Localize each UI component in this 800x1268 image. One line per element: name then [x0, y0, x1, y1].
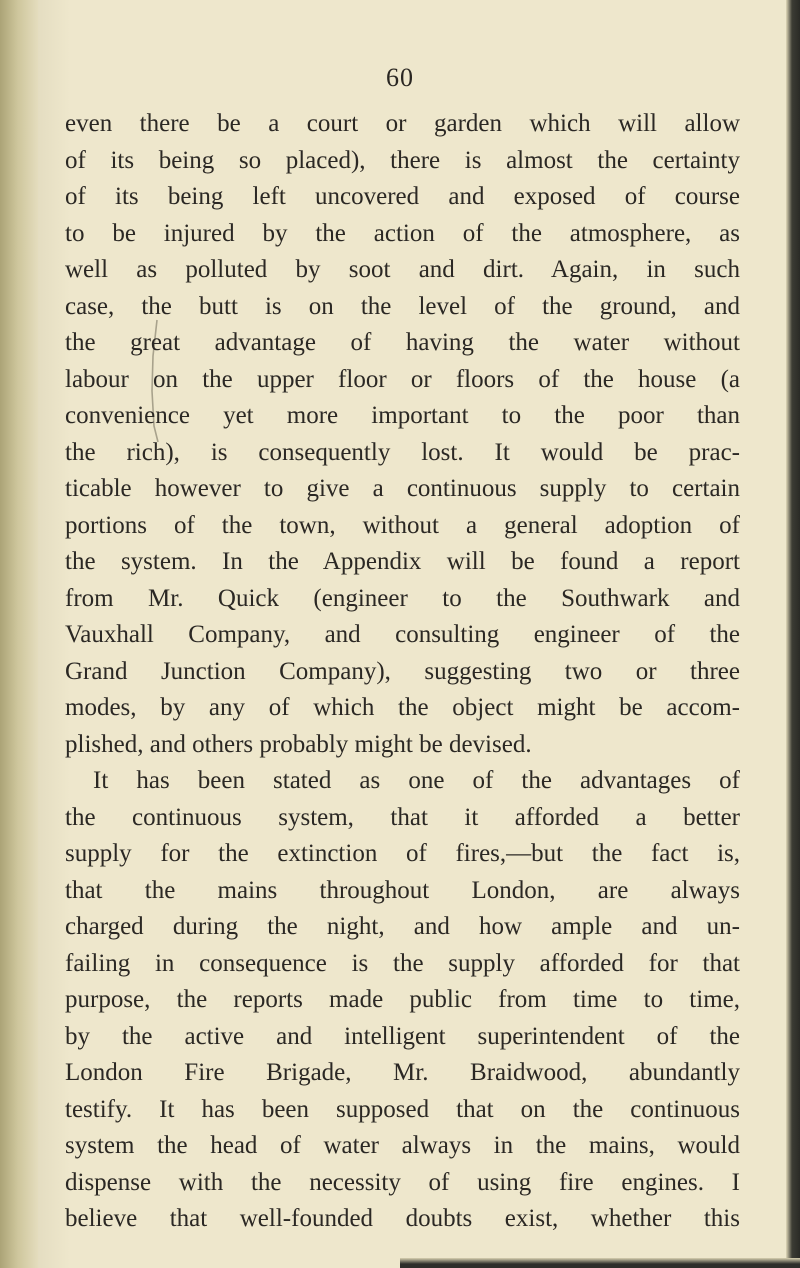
text-line: ticable however to give a continuous supply to certain	[65, 475, 740, 502]
text-line: system the head of water always in the mains, would	[65, 1132, 740, 1159]
text-line: dispense with the necessity of using fire engines. I	[65, 1168, 740, 1196]
text-line: It has been stated as one of the advantages of	[93, 767, 740, 794]
page-number: 60	[386, 63, 414, 92]
text-line: the continuous system, that it afforded a better	[65, 803, 740, 831]
text-line: testify. It has been supposed that on the continuous	[65, 1095, 740, 1123]
text-line: plished, and others probably might be devised.	[65, 730, 532, 758]
text-line: charged during the night, and how ample and un-	[65, 913, 740, 940]
page-edge-right	[786, 0, 800, 1268]
text-line: supply for the extinction of fires,—but the fact is,	[65, 840, 740, 867]
text-line: of its being left uncovered and exposed of course	[65, 183, 740, 210]
text-line: failing in consequence is the supply afforded for that	[65, 949, 740, 977]
text-line: Grand Junction Company), suggesting two or three	[65, 657, 740, 685]
text-line: Vauxhall Company, and consulting engineer of the	[65, 621, 740, 648]
text-line: believe that well-founded doubts exist, whether this	[65, 1205, 740, 1232]
text-line: labour on the upper floor or floors of the house (a	[65, 365, 740, 393]
text-line: the system. In the Appendix will be found a report	[65, 548, 740, 575]
body-text	[65, 106, 740, 1238]
text-line: of its being so placed), there is almost the certainty	[65, 146, 740, 174]
text-line: the great advantage of having the water without	[65, 329, 740, 356]
page-gutter-shadow	[0, 0, 38, 1268]
page-edge-bottom	[400, 1258, 800, 1268]
text-line: convenience yet more important to the poor than	[65, 402, 740, 429]
text-line: purpose, the reports made public from time to time,	[65, 986, 740, 1013]
text-line: even there be a court or garden which will allow	[65, 110, 740, 137]
text-line: to be injured by the action of the atmosphere, as	[65, 219, 740, 247]
text-line: case, the butt is on the level of the ground, and	[65, 292, 740, 320]
text-line: the rich), is consequently lost. It would be prac-	[65, 438, 740, 466]
text-line: portions of the town, without a general adoption of	[65, 511, 740, 539]
text-line: well as polluted by soot and dirt. Again, in such	[65, 256, 740, 283]
text-line: London Fire Brigade, Mr. Braidwood, abundantly	[65, 1059, 740, 1086]
text-line: modes, by any of which the object might be accom-	[65, 694, 740, 721]
text-line: that the mains throughout London, are always	[65, 876, 740, 904]
text-line: by the active and intelligent superintendent of the	[65, 1022, 740, 1050]
text-line: from Mr. Quick (engineer to the Southwark and	[65, 584, 740, 612]
